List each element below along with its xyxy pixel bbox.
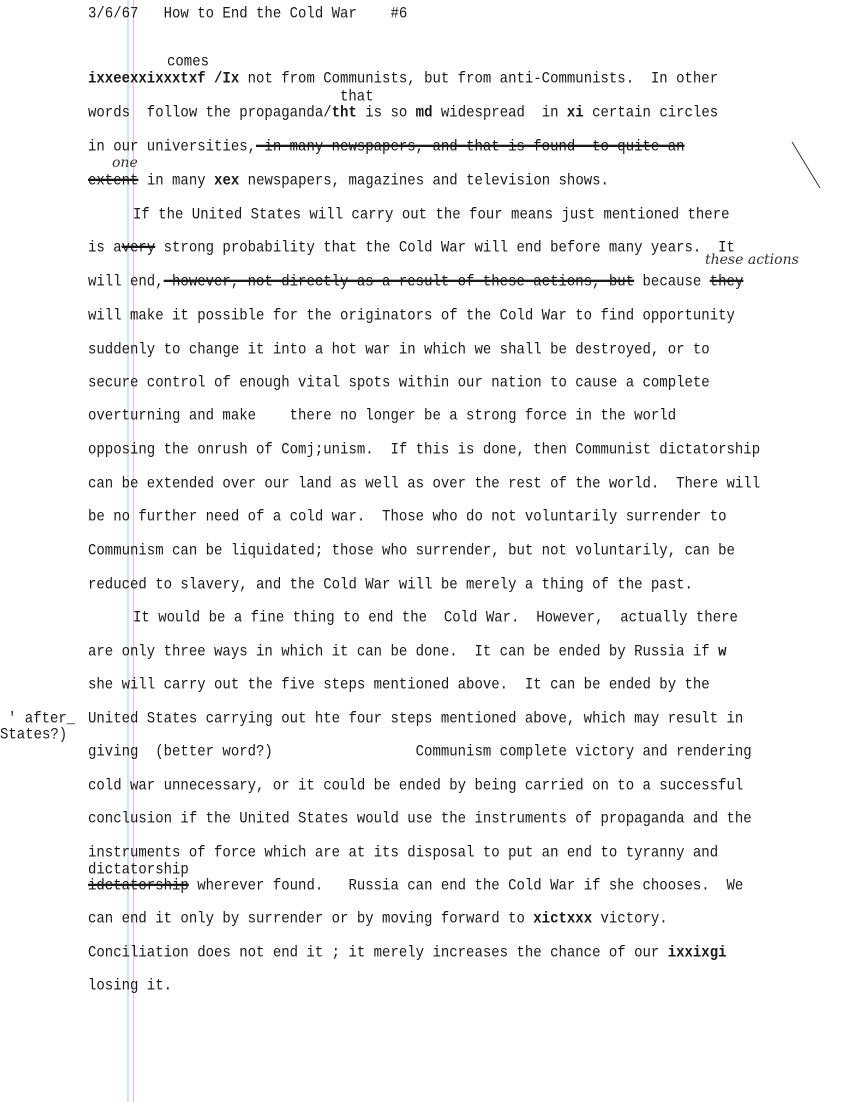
text-segment: strong probability that the Cold War will end before many years. It: [155, 238, 735, 258]
text-segment: It would be a fine thing to end the Cold War. However, actually there: [133, 608, 738, 628]
text-line: [88, 575, 693, 596]
text-line: [88, 742, 752, 763]
text-segment: losing it.: [88, 976, 173, 996]
text-line: [88, 69, 718, 90]
text-segment: reduced to slavery, and the Cold War will be merely a thing of the past.: [88, 575, 693, 595]
text-line: [88, 103, 718, 124]
handwritten-annotation: one: [112, 155, 138, 171]
overtyped-text: xex: [214, 171, 240, 191]
document-header: 3/6/67 How to End the Cold War #6: [88, 4, 408, 24]
text-line: [133, 608, 738, 629]
overtyped-text: ixxeexxixxxtxf /: [88, 69, 223, 89]
text-segment: is a: [88, 238, 122, 258]
text-line: [88, 541, 735, 562]
text-line: [88, 272, 743, 293]
text-line: [88, 171, 609, 192]
text-line: [88, 373, 710, 394]
handwritten-annotation: these actions: [705, 252, 799, 268]
text-segment: newspapers, magazines and television shows.: [239, 171, 609, 191]
text-segment: Communism can be liquidated; those who surrender, but not voluntarily, can be: [88, 541, 735, 561]
text-segment: will make it possible for the originators of the Cold War to find opportunity: [88, 306, 735, 326]
text-line: [88, 306, 735, 327]
text-segment: not from Communists, but from anti-Communists. In other: [239, 69, 719, 89]
text-segment: words follow the propaganda/: [88, 103, 332, 123]
struck-text: in many newspapers, and that is found to quite an: [256, 137, 685, 157]
text-line: [88, 809, 752, 830]
text-line: [88, 507, 727, 528]
text-segment: instruments of force which are at its disposal to put an end to tyranny and: [88, 843, 719, 863]
struck-text: they: [709, 272, 744, 292]
text-segment: giving (better word?) Communism complete victory and rendering: [88, 742, 752, 762]
text-segment: in our universities,: [88, 137, 257, 157]
text-segment: widespread in: [432, 103, 567, 123]
text-segment: can end it only by surrender or by moving forward to: [88, 909, 534, 929]
text-segment: will end,: [88, 272, 164, 292]
text-segment: are only three ways in which it can be done. It can be ended by Russia if: [88, 642, 719, 662]
text-line: [88, 340, 710, 361]
margin-pen-mark: [790, 140, 830, 190]
overtyped-text: md: [415, 103, 433, 123]
text-segment: overturning and make there no longer be a strong force in the world: [88, 406, 677, 426]
text-segment: that: [340, 87, 374, 107]
text-line: [88, 474, 760, 495]
text-line: [88, 675, 710, 696]
struck-text: extent: [88, 171, 139, 191]
overtyped-text: xictxxx: [533, 909, 593, 929]
text-segment: wherever found. Russia can end the Cold War if she chooses. We: [188, 876, 744, 896]
overtyped-text: ixxixgi: [667, 943, 727, 963]
text-line: [88, 137, 685, 158]
struck-text: very: [121, 238, 156, 258]
text-line: [88, 943, 727, 964]
text-segment: she will carry out the five steps mentioned above. It can be ended by the: [88, 675, 710, 695]
text-line: [88, 976, 172, 997]
text-segment: If the United States will carry out the four means just mentioned there: [133, 205, 730, 225]
text-line: [88, 876, 743, 897]
text-segment: cold war unnecessary, or it could be ended by being carried on to a successful: [88, 776, 744, 796]
text-line: [88, 642, 727, 663]
struck-text: however, not directly as a result of these actions, but: [163, 272, 635, 292]
text-segment: dictatorship: [88, 860, 189, 880]
text-segment: suddenly to change it into a hot war in which we shall be destroyed, or to: [88, 340, 710, 360]
text-line: [88, 776, 743, 797]
text-segment: United States carrying out hte four steps mentioned above, which may result in: [88, 709, 744, 729]
text-line: [133, 205, 730, 226]
text-segment: can be extended over our land as well as over the rest of the world. There will: [88, 474, 761, 494]
overtyped-text: tht: [331, 103, 357, 123]
text-segment: secure control of enough vital spots within our nation to cause a complete: [88, 373, 710, 393]
text-line: [0, 725, 67, 746]
text-segment: in many: [138, 171, 215, 191]
text-segment: certain circles: [583, 103, 719, 123]
text-line: [88, 709, 743, 730]
text-segment: victory.: [592, 909, 668, 929]
text-line: [88, 909, 668, 930]
text-segment: conclusion if the United States would use the instruments of propaganda and the: [88, 809, 752, 829]
text-segment: Conciliation does not end it ; it merely increases the chance of our: [88, 943, 668, 963]
text-segment: comes: [167, 52, 210, 72]
text-segment: is so: [356, 103, 416, 123]
struck-text: idctatorship: [88, 876, 189, 896]
overtyped-text: w: [718, 642, 727, 662]
overtyped-text: xi: [566, 103, 584, 123]
text-line: [88, 440, 760, 461]
text-segment: States?): [0, 725, 68, 745]
text-segment: be no further need of a cold war. Those who do not voluntarily surrender to: [88, 507, 727, 527]
overtyped-text: Ix: [222, 69, 240, 89]
text-line: [88, 406, 676, 427]
text-segment: opposing the onrush of Comj;unism. If this is done, then Communist dictatorship: [88, 440, 761, 460]
text-line: [88, 238, 735, 259]
text-segment: ' after_: [8, 709, 76, 729]
text-segment: because: [634, 272, 710, 292]
